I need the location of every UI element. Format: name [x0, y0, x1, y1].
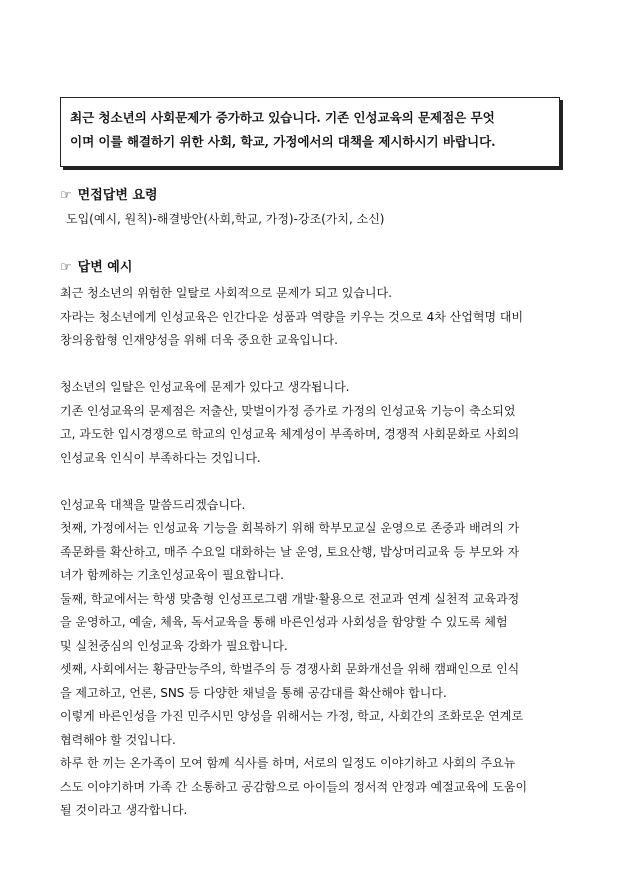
answer-line: 청소년의 일탈은 인성교육에 문제가 있다고 생각됩니다. [60, 380, 350, 394]
pointing-hand-icon: ☞ [60, 188, 72, 203]
answer-body [60, 282, 564, 823]
answer-line: 자라는 청소년에게 인성교육은 인간다운 성품과 역량을 키우는 것으로 4차 산업혁명 대비 [60, 309, 524, 324]
answer-line: 될 것이라고 생각합니다. [60, 803, 188, 817]
answer-line: 둘째, 학교에서는 학생 맞춤형 인성프로그램 개발·활용으로 전교과 연계 실천적 교육과정 [60, 591, 520, 606]
answer-line: 녀가 함께하는 기초인성교육이 필요합니다. [60, 568, 284, 582]
answer-line: 족문화를 확산하고, 매주 수요일 대화하는 날 운영, 토요산행, 밥상머리교육 등 부모와 자 [60, 544, 520, 559]
answer-line: 셋째, 사회에서는 황금만능주의, 학벌주의 등 경쟁사회 문화개선을 위해 캠패인으로 인식 [60, 662, 520, 676]
answer-line: 을 제고하고, 언론, SNS 등 다양한 채널을 통해 공감대를 확산해야 합니다. [60, 685, 447, 700]
answer-line: 이렇게 바른인성을 가진 민주시민 양성을 위해서는 가정, 학교, 사회간의 조화로운 연계로 [60, 709, 524, 723]
paragraph-gap [60, 353, 564, 377]
answer-line: 첫째, 가정에서는 인성교육 기능을 회복하기 위해 학부모교실 운영으로 존중과 배려의 가 [60, 521, 520, 535]
answer-line: 및 실천중심의 인성교육 강화가 필요합니다. [60, 638, 288, 653]
summary-text: 도입(예시, 원칙)-해결방안(사회,학교, 가정)-강조(가치, 소신) [66, 212, 385, 226]
answer-line: 협력해야 할 것입니다. [60, 732, 176, 747]
summary-heading-label: 면접답변 요령 [77, 188, 158, 203]
question-line-1: 최근 청소년의 사회문제가 증가하고 있습니다. 기존 인성교육의 문제점은 무엇 [70, 110, 495, 125]
answer-line: 최근 청소년의 위험한 일탈로 사회적으로 문제가 되고 있습니다. [60, 286, 392, 300]
question-line-2: 이며 이를 해결하기 위한 사회, 학교, 가정에서의 대책을 제시하시기 바랍니다. [70, 134, 496, 149]
answer-line: 하루 한 끼는 온가족이 모여 함께 식사를 하며, 서로의 일정도 이야기하고 사회의 주요뉴 [60, 756, 516, 770]
answer-line: 창의융합형 인재양성을 위해 더욱 중요한 교육입니다. [60, 333, 338, 347]
answer-line: 인성교육 대책을 말씀드리겠습니다. [60, 497, 246, 512]
answer-line: 인성교육 인식이 부족하다는 것입니다. [60, 450, 261, 465]
summary-heading [60, 187, 158, 205]
answer-heading-label: 답변 예시 [77, 260, 133, 275]
answer-heading [60, 259, 132, 277]
answer-line: 을 운영하고, 예술, 체육, 독서교육을 통해 바른인성과 사회성을 함양할 수 있도록 체험 [60, 615, 508, 629]
paragraph-gap [60, 470, 564, 494]
pointing-hand-icon: ☞ [60, 260, 72, 275]
answer-line: 스도 이야기하며 가족 간 소통하고 공감함으로 아이들의 정서적 안정과 예절교육에 도움이 [60, 779, 528, 794]
question-box [60, 97, 560, 167]
answer-line: 고, 과도한 입시경쟁으로 학교의 인성교육 체계성이 부족하며, 경쟁적 사회문화로 사회의 [60, 427, 520, 441]
answer-line: 기존 인성교육의 문제점은 저출산, 맞벌이가정 증가로 가정의 인성교육 기능이 축소되었 [60, 403, 516, 418]
